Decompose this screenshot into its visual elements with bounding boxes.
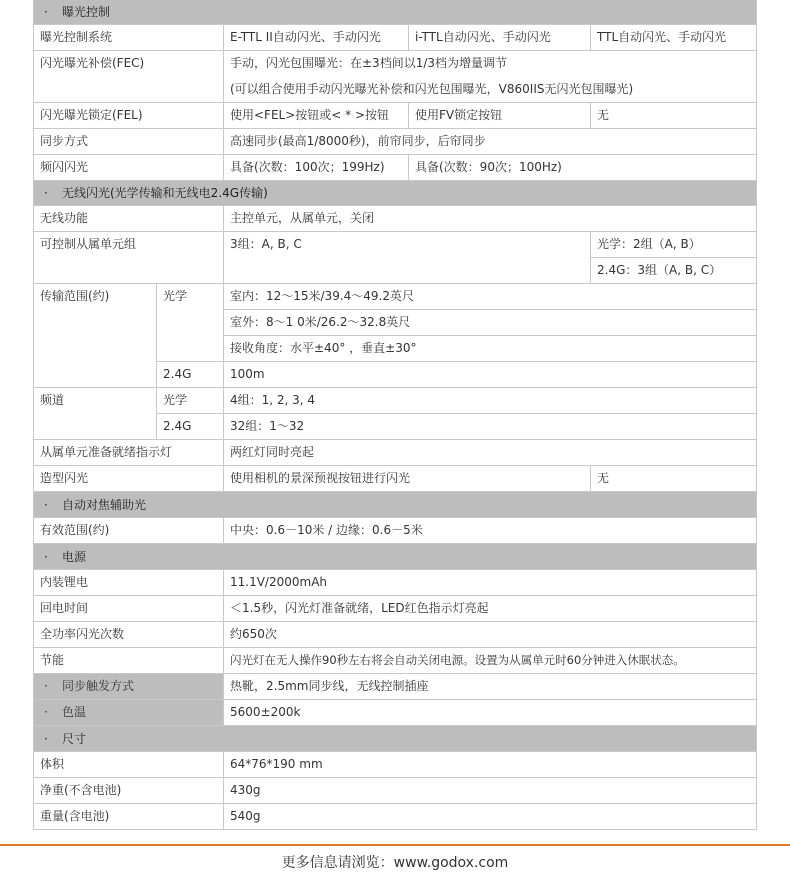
section-title: 电源 bbox=[62, 550, 87, 564]
section-power: · 电源 bbox=[33, 544, 757, 570]
row-value: 约650次 bbox=[224, 622, 757, 648]
row-gross-weight bbox=[33, 804, 757, 830]
row-ready-indicator bbox=[33, 440, 757, 466]
row-battery bbox=[33, 570, 757, 596]
section-title: 同步触发方式 bbox=[62, 679, 135, 693]
row-value: 5600±200k bbox=[224, 700, 757, 726]
row-label: 回电时间 bbox=[33, 596, 224, 622]
row-sublabel: 光学 bbox=[157, 284, 224, 362]
row-range bbox=[33, 284, 757, 388]
row-af-range bbox=[33, 518, 757, 544]
section-wireless: · 无线闪光(光学传输和无线电2.4G传输) bbox=[33, 181, 757, 206]
row-label: 全功率闪光次数 bbox=[33, 622, 224, 648]
row-recycle bbox=[33, 596, 757, 622]
row-label: 传输范围(约) bbox=[33, 284, 157, 388]
row-value: 接收角度：水平±40° ，垂直±30° bbox=[224, 336, 757, 362]
row-value: 430g bbox=[224, 778, 757, 804]
row-value: 3组：A, B, C bbox=[224, 232, 591, 284]
row-value: 室外：8～1 0米/26.2～32.8英尺 bbox=[224, 310, 757, 336]
row-label: 节能 bbox=[33, 648, 224, 674]
row-sync-trigger: · 同步触发方式 热靴，2.5mm同步线，无线控制插座 bbox=[33, 674, 757, 700]
row-fec bbox=[33, 51, 757, 103]
row-groups bbox=[33, 232, 757, 284]
row-value: ＜1.5秒，闪光灯准备就绪，LED红色指示灯亮起 bbox=[224, 596, 757, 622]
row-value: 两红灯同时亮起 bbox=[224, 440, 757, 466]
footer-text: 更多信息请浏览：www.godox.com bbox=[281, 855, 509, 871]
row-volume bbox=[33, 752, 757, 778]
row-value: 主控单元，从属单元，关闭 bbox=[224, 206, 757, 232]
row-label: 无线功能 bbox=[33, 206, 224, 232]
row-exposure-control bbox=[33, 25, 757, 51]
row-value: 2.4G：3组（A, B, C） bbox=[591, 258, 757, 284]
row-label: 有效范围(约) bbox=[33, 518, 224, 544]
row-value: E-TTL II自动闪光、手动闪光 bbox=[224, 25, 409, 51]
row-value: 32组：1～32 bbox=[224, 414, 757, 440]
row-value: 64*76*190 mm bbox=[224, 752, 757, 778]
row-energy-saving bbox=[33, 648, 757, 674]
row-label: 体积 bbox=[33, 752, 224, 778]
row-label: 频道 bbox=[33, 388, 157, 440]
row-value: 高速同步(最高1/8000秒)，前帘同步，后帘同步 bbox=[224, 129, 757, 155]
row-value: i-TTL自动闪光、手动闪光 bbox=[409, 25, 591, 51]
row-channel bbox=[33, 388, 757, 440]
row-value: TTL自动闪光、手动闪光 bbox=[591, 25, 757, 51]
row-value: 540g bbox=[224, 804, 757, 830]
section-exposure: · 曝光控制 bbox=[33, 0, 757, 25]
row-label: 频闪闪光 bbox=[33, 155, 224, 181]
row-sublabel: 2.4G bbox=[157, 414, 224, 440]
row-value: 具备(次数：90次；100Hz) bbox=[409, 155, 757, 181]
row-full-flashes bbox=[33, 622, 757, 648]
row-label: 曝光控制系统 bbox=[33, 25, 224, 51]
section-size: · 尺寸 bbox=[33, 726, 757, 752]
row-value: 无 bbox=[591, 103, 757, 129]
row-value: 11.1V/2000mAh bbox=[224, 570, 757, 596]
row-value: 使用相机的景深预视按钮进行闪光 bbox=[224, 466, 591, 492]
row-label: 闪光曝光锁定(FEL) bbox=[33, 103, 224, 129]
row-label: 闪光曝光补偿(FEC) bbox=[33, 51, 224, 103]
row-stroboscopic bbox=[33, 155, 757, 181]
section-title: 无线闪光(光学传输和无线电2.4G传输) bbox=[62, 186, 268, 200]
footer-divider bbox=[0, 844, 790, 846]
row-value: 无 bbox=[591, 466, 757, 492]
row-value: (可以组合使用手动闪光曝光补偿和闪光包围曝光，V860IIS无闪光包围曝光) bbox=[224, 77, 757, 103]
section-af: · 自动对焦辅助光 bbox=[33, 492, 757, 518]
row-sync-mode bbox=[33, 129, 757, 155]
row-value: 室内：12～15米/39.4～49.2英尺 bbox=[224, 284, 757, 310]
row-label: 重量(含电池) bbox=[33, 804, 224, 830]
row-label: 造型闪光 bbox=[33, 466, 224, 492]
row-label: 净重(不含电池) bbox=[33, 778, 224, 804]
row-label: 内装锂电 bbox=[33, 570, 224, 596]
section-title: 尺寸 bbox=[62, 732, 87, 746]
row-sublabel: 2.4G bbox=[157, 362, 224, 388]
row-wireless-func bbox=[33, 206, 757, 232]
row-color-temp: · 色温 5600±200k bbox=[33, 700, 757, 726]
section-title: 自动对焦辅助光 bbox=[62, 498, 147, 512]
row-value: 热靴，2.5mm同步线，无线控制插座 bbox=[224, 674, 757, 700]
row-label: 可控制从属单元组 bbox=[33, 232, 224, 284]
section-title: 色温 bbox=[62, 705, 87, 719]
row-label: 从属单元准备就绪指示灯 bbox=[33, 440, 224, 466]
row-value: 光学：2组（A, B） bbox=[591, 232, 757, 258]
row-value: 100m bbox=[224, 362, 757, 388]
row-value: 具备(次数：100次；199Hz) bbox=[224, 155, 409, 181]
row-value: 中央：0.6－10米 / 边缘：0.6－5米 bbox=[224, 518, 757, 544]
row-value: 使用<FEL>按钮或< * >按钮 bbox=[224, 103, 409, 129]
row-net-weight bbox=[33, 778, 757, 804]
row-fel bbox=[33, 103, 757, 129]
row-modeling bbox=[33, 466, 757, 492]
row-sublabel: 光学 bbox=[157, 388, 224, 414]
row-value: 手动，闪光包围曝光：在±3档间以1/3档为增量调节 bbox=[224, 51, 757, 77]
row-value: 4组：1, 2, 3, 4 bbox=[224, 388, 757, 414]
row-value: 闪光灯在无人操作90秒左右将会自动关闭电源。设置为从属单元时60分钟进入休眠状态。 bbox=[224, 648, 757, 674]
row-label: 同步方式 bbox=[33, 129, 224, 155]
row-value: 使用FV锁定按钮 bbox=[409, 103, 591, 129]
section-title: 曝光控制 bbox=[62, 5, 111, 19]
